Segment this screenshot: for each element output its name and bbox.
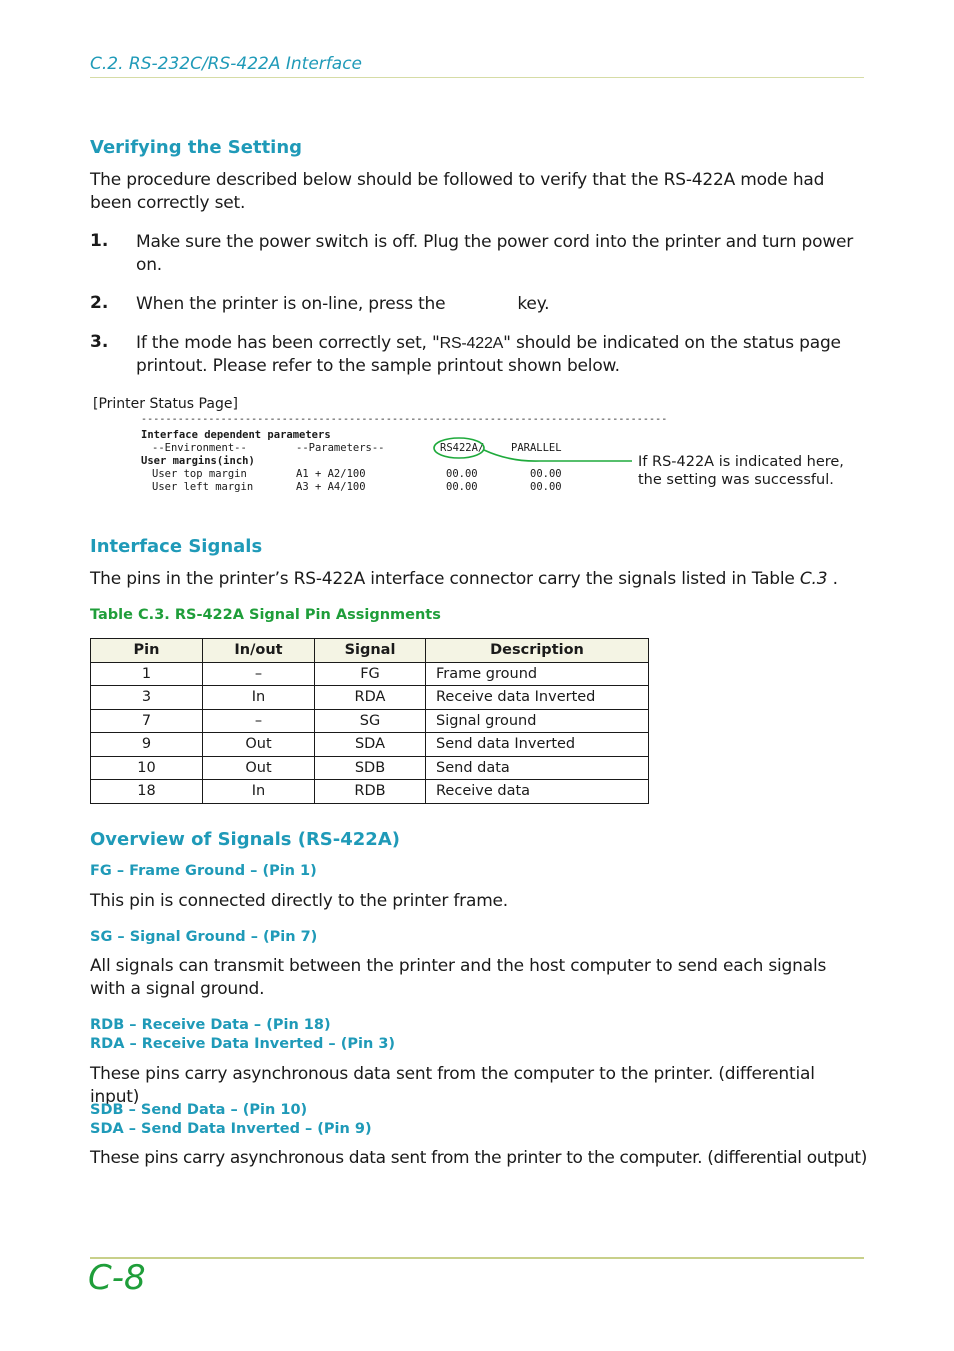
sdb-title: SDB – Send Data – (Pin 10): [90, 1102, 308, 1118]
cell-description: Frame ground: [426, 662, 649, 686]
status-section-title: Interface dependent parameters: [141, 429, 331, 441]
cell-description: Receive data Inverted: [426, 686, 649, 710]
col-header-description: Description: [426, 639, 649, 663]
rd-text: These pins carry asynchronous data sent from the computer to the printer. (differential input): [90, 1064, 815, 1107]
step-2-text-after: key.: [517, 294, 550, 314]
cell-signal: FG: [315, 662, 426, 686]
step-3-text-before: If the mode has been correctly set, ": [136, 333, 440, 353]
table-row: [91, 780, 649, 804]
cell-description: Receive data: [426, 780, 649, 804]
table-row: [91, 686, 649, 710]
cell-pin: 7: [91, 709, 203, 733]
cell-signal: SG: [315, 709, 426, 733]
status-mode-value: RS422A/: [440, 442, 485, 454]
cell-pin: 1: [91, 662, 203, 686]
fg-text: This pin is connected directly to the printer frame.: [90, 891, 509, 911]
step-1-number: 1.: [90, 231, 109, 251]
table-row: [91, 756, 649, 780]
cell-pin: 3: [91, 686, 203, 710]
status-row-1-v1: 00.00: [446, 468, 478, 480]
rdb-title: RDB – Receive Data – (Pin 18): [90, 1017, 331, 1033]
sda-title: SDA – Send Data Inverted – (Pin 9): [90, 1121, 372, 1137]
status-row-1-v2: 00.00: [530, 468, 562, 480]
status-parameters: --Parameters--: [296, 442, 385, 454]
status-row-2-name: User left margin: [152, 481, 254, 493]
status-row-1-name: User top margin: [152, 468, 247, 480]
heading-interface-signals: Interface Signals: [90, 536, 263, 557]
table-caption: Table C.3. RS-422A Signal Pin Assignments: [90, 607, 441, 623]
status-row-2-v1: 00.00: [446, 481, 478, 493]
callout-line-1: If RS-422A is indicated here,: [638, 454, 844, 470]
status-user-margins: User margins(inch): [141, 455, 255, 467]
status-environment: --Environment--: [152, 442, 247, 454]
status-row-2-v2: 00.00: [530, 481, 562, 493]
cell-signal: SDB: [315, 756, 426, 780]
cell-description: Send data: [426, 756, 649, 780]
footer-rule: [90, 1257, 864, 1259]
sg-title: SG – Signal Ground – (Pin 7): [90, 929, 318, 945]
col-header-inout: In/out: [203, 639, 315, 663]
cell-description: Signal ground: [426, 709, 649, 733]
signals-intro-after: .: [827, 569, 838, 589]
status-dashes: --------------------------------------------------------------------------------------: [141, 414, 668, 425]
cell-pin: 10: [91, 756, 203, 780]
step-2-number: 2.: [90, 293, 109, 313]
step-1-text: Make sure the power switch is off. Plug the power cord into the printer and turn power on.: [136, 232, 854, 275]
status-row-2-param: A3 + A4/100: [296, 481, 366, 493]
cell-inout: Out: [203, 733, 315, 757]
rs422a-circle: [434, 438, 484, 458]
verify-intro: The procedure described below should be followed to verify that the RS-422A mode had been correctly set.: [90, 170, 825, 213]
cell-inout: –: [203, 662, 315, 686]
cell-signal: RDB: [315, 780, 426, 804]
callout-leader-line: [484, 450, 632, 461]
cell-inout: –: [203, 709, 315, 733]
page-number: C-8: [88, 1258, 146, 1298]
pin-assignment-table: [90, 638, 649, 804]
cell-signal: SDA: [315, 733, 426, 757]
status-parallel: PARALLEL: [511, 442, 562, 454]
cell-inout: In: [203, 686, 315, 710]
signals-intro-before: The pins in the printer’s RS-422A interface connector carry the signals listed in Table: [90, 569, 800, 589]
cell-inout: Out: [203, 756, 315, 780]
cell-pin: 18: [91, 780, 203, 804]
cell-signal: RDA: [315, 686, 426, 710]
signals-intro-ref: C.3: [799, 569, 828, 589]
sg-text: All signals can transmit between the printer and the host computer to send each signals with a signal ground.: [90, 956, 827, 999]
col-header-pin: Pin: [91, 639, 203, 663]
heading-overview-signals: Overview of Signals (RS-422A): [90, 829, 400, 850]
step-2-text-before: When the printer is on-line, press the: [136, 294, 446, 314]
heading-verifying-setting: Verifying the Setting: [90, 137, 303, 158]
table-row: [91, 709, 649, 733]
table-header-row: [91, 639, 649, 663]
step-3-text-after: " should be indicated on the status page printout. Please refer to the sample printout shown below.: [136, 333, 841, 376]
callout-text: [638, 453, 858, 489]
status-row-1-param: A1 + A2/100: [296, 468, 366, 480]
sd-text: These pins carry asynchronous data sent from the printer to the computer. (differential output): [90, 1148, 867, 1168]
callout-line-2: the setting was successful.: [638, 472, 834, 488]
rda-title: RDA – Receive Data Inverted – (Pin 3): [90, 1036, 396, 1052]
signals-intro: [90, 568, 865, 591]
cell-description: Send data Inverted: [426, 733, 649, 757]
status-page-label: [Printer Status Page]: [93, 396, 238, 412]
fg-title: FG – Frame Ground – (Pin 1): [90, 863, 317, 879]
callout-graphic: [0, 0, 954, 520]
table-row: [91, 662, 649, 686]
table-row: [91, 733, 649, 757]
running-header: C.2. RS-232C/RS-422A Interface: [90, 54, 363, 74]
step-3-number: 3.: [90, 332, 109, 352]
rs422a-highlight: RS-422A: [439, 335, 504, 352]
cell-inout: In: [203, 780, 315, 804]
cell-pin: 9: [91, 733, 203, 757]
col-header-signal: Signal: [315, 639, 426, 663]
